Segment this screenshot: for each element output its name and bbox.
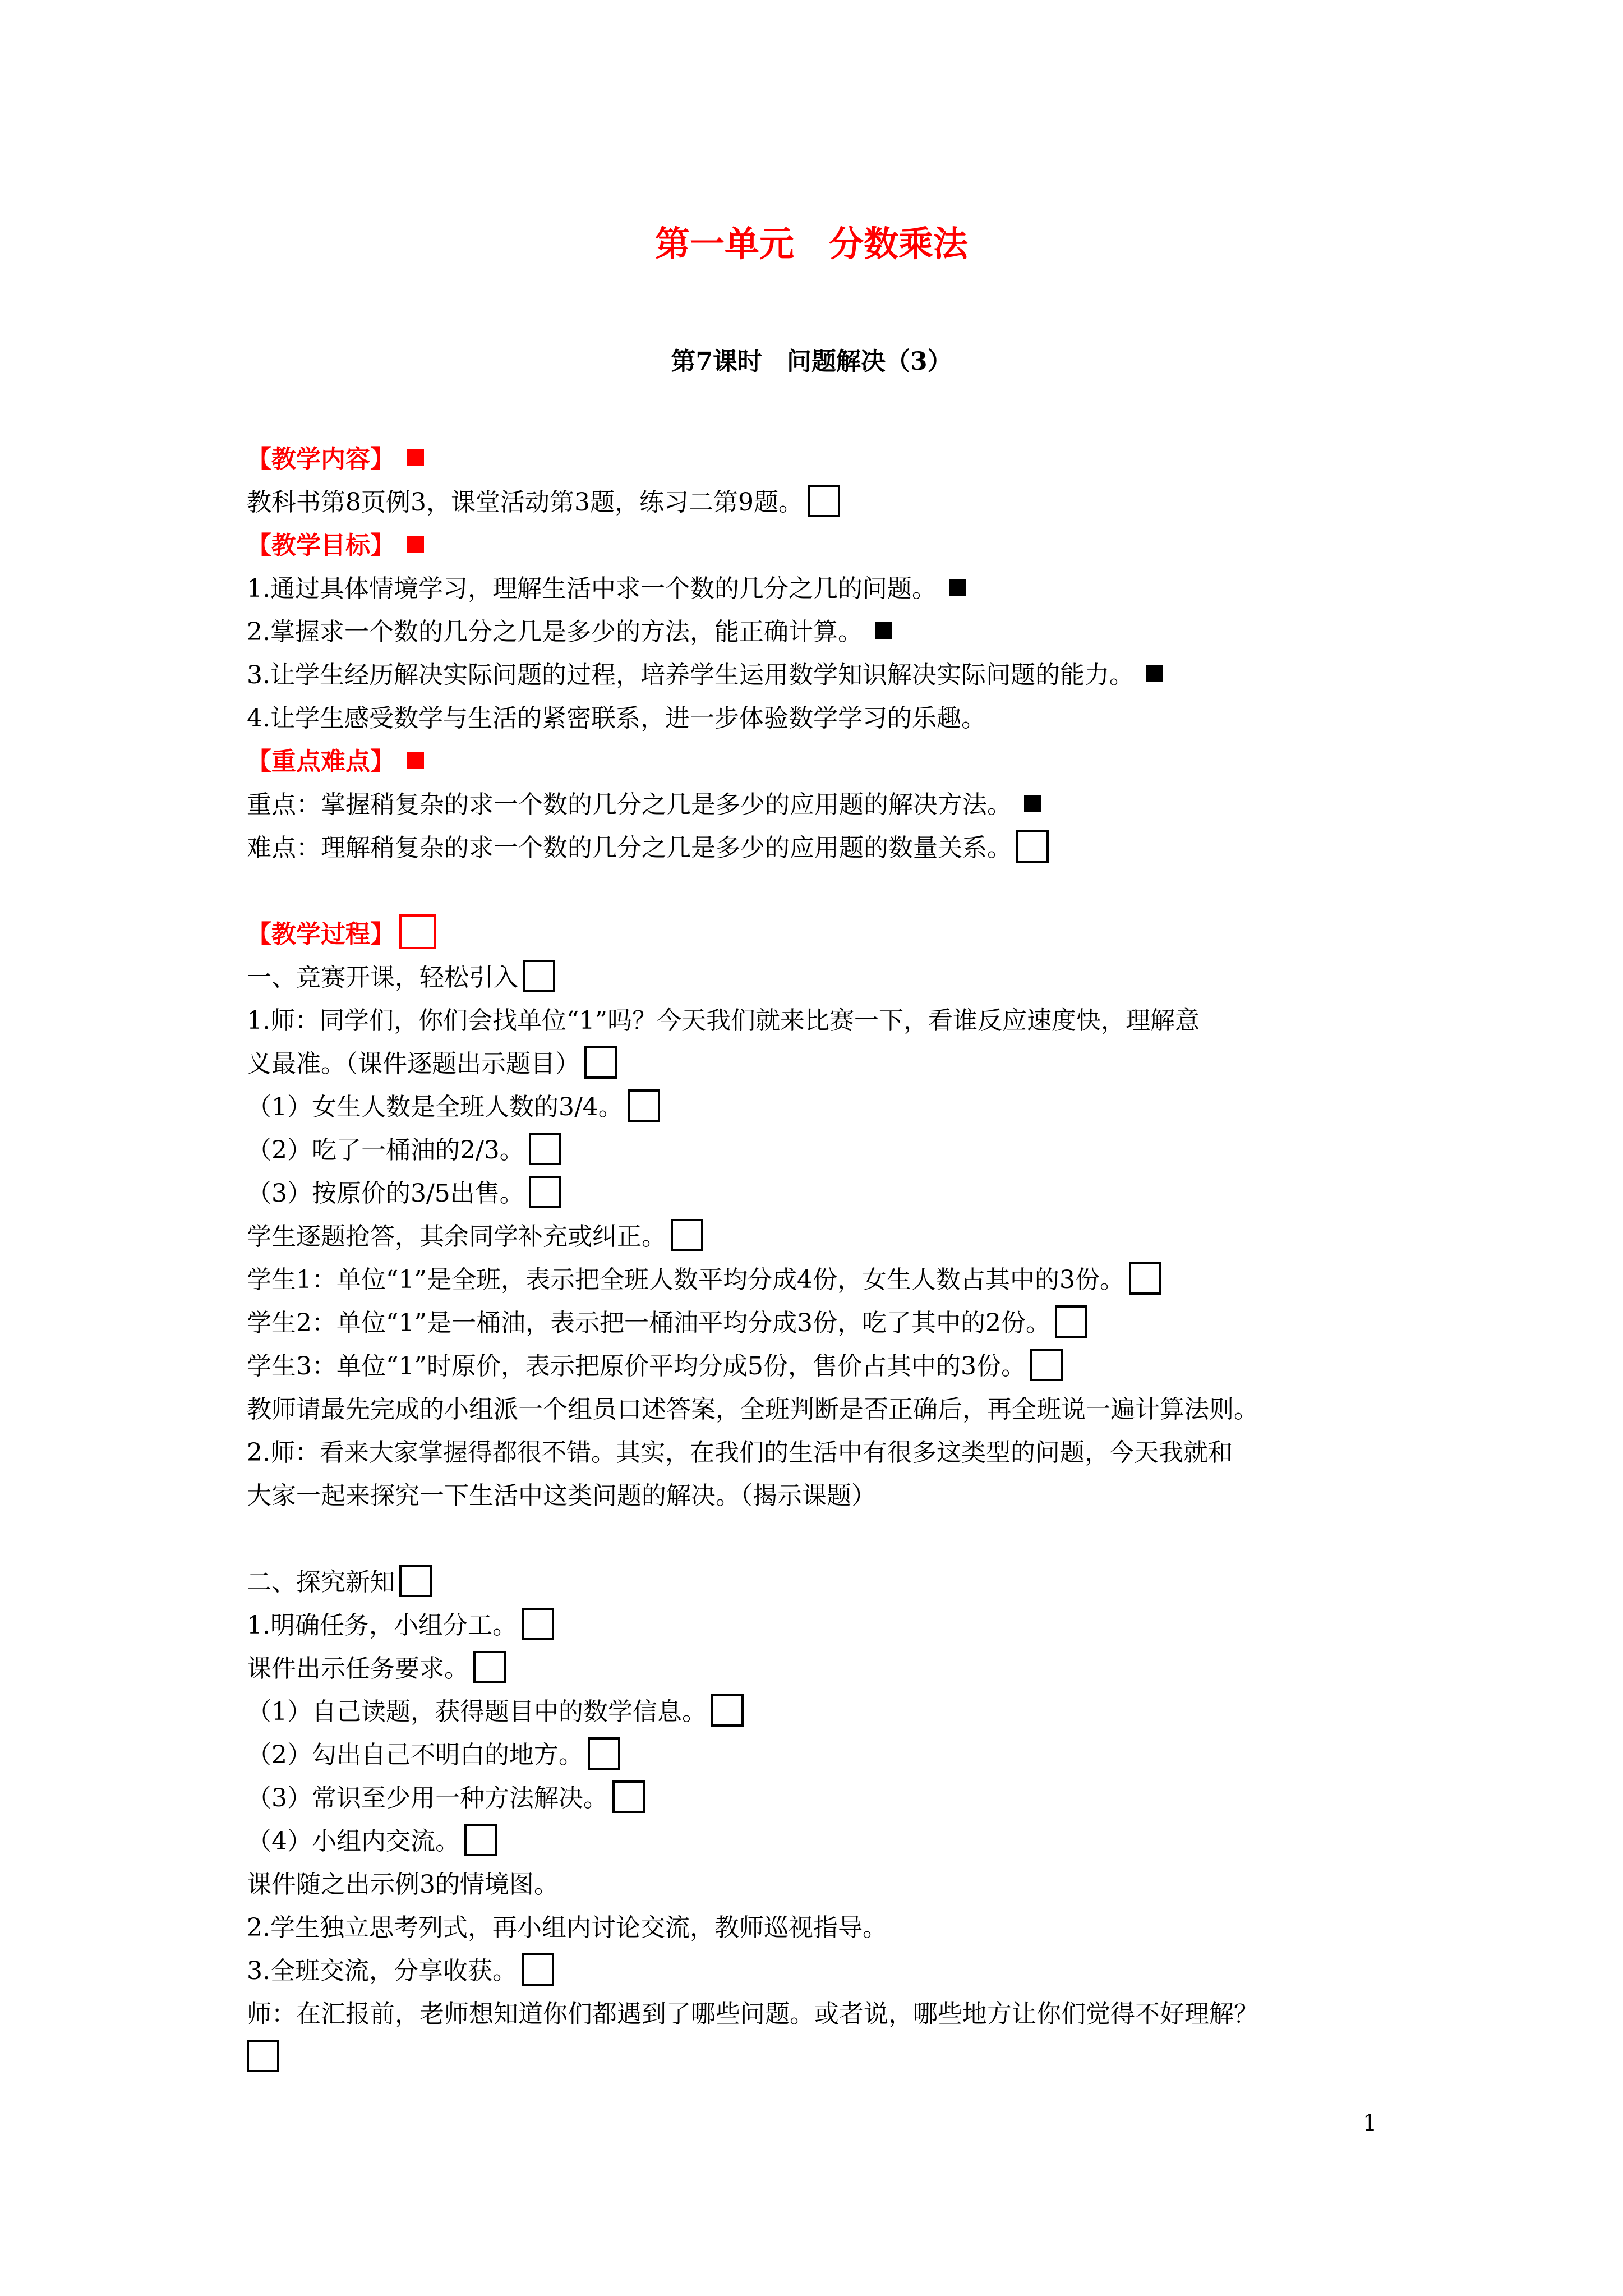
paragraph-line: 义最准。（课件逐题出示题目） <box>247 1050 580 1078</box>
checkbox-icon[interactable] <box>522 1953 554 1986</box>
page-number: 1 <box>1363 2110 1377 2136</box>
checkbox-icon[interactable] <box>529 1176 561 1208</box>
checkbox-icon[interactable] <box>711 1694 744 1727</box>
goal-item: 3.让学生经历解决实际问题的过程，培养学生运用数学知识解决实际问题的能力。 <box>247 661 1134 689</box>
student-answer: 学生1：单位“1”是全班，表示把全班人数平均分成4份，女生人数占其中的3份。 <box>247 1266 1124 1294</box>
checkbox-icon[interactable] <box>808 485 840 517</box>
checkbox-icon[interactable] <box>584 1046 617 1079</box>
checkbox-icon[interactable] <box>399 1565 432 1597</box>
checkbox-icon[interactable] <box>1055 1305 1087 1338</box>
paragraph-line: 课件随之出示例3的情境图。 <box>247 1870 559 1899</box>
checkbox-icon[interactable] <box>1030 1349 1063 1381</box>
paragraph-line: 课件出示任务要求。 <box>247 1654 469 1683</box>
checkbox-icon[interactable] <box>522 1608 554 1640</box>
paragraph-line: 大家一起来探究一下生活中这类问题的解决。（揭示课题） <box>247 1481 876 1510</box>
black-square-icon <box>1146 665 1163 682</box>
checkbox-icon[interactable] <box>671 1219 703 1251</box>
content-heading: 【教学内容】 <box>247 445 395 473</box>
checkbox-icon[interactable] <box>612 1780 645 1813</box>
task-item: （4）小组内交流。 <box>247 1827 460 1856</box>
checkbox-icon[interactable] <box>1016 830 1049 863</box>
checkbox-icon[interactable] <box>588 1737 620 1770</box>
key-point: 重点：掌握稍复杂的求一个数的几分之几是多少的应用题的解决方法。 <box>247 790 1012 819</box>
checkbox-icon[interactable] <box>529 1133 561 1165</box>
paragraph-line: 1.明确任务，小组分工。 <box>247 1611 517 1640</box>
paragraph-line: 2.师：看来大家掌握得都很不错。其实，在我们的生活中有很多这类型的问题，今天我就和 <box>247 1438 1233 1467</box>
paragraph-line: 师：在汇报前，老师想知道你们都遇到了哪些问题。或者说，哪些地方让你们觉得不好理解？ <box>247 2000 1258 2028</box>
part1-title: 一、竞赛开课，轻松引入 <box>247 963 518 992</box>
content-text: 教科书第8页例3，课堂活动第3题，练习二第9题。 <box>247 488 803 517</box>
red-square-icon <box>407 449 424 466</box>
process-heading: 【教学过程】 <box>247 920 395 949</box>
goal-item: 4.让学生感受数学与生活的紧密联系，进一步体验数学学习的乐趣。 <box>247 704 986 733</box>
part2-title: 二、探究新知 <box>247 1568 395 1596</box>
question-item: （1）女生人数是全班人数的3/4。 <box>247 1093 623 1121</box>
goals-heading: 【教学目标】 <box>247 531 395 560</box>
goal-item: 2.掌握求一个数的几分之几是多少的方法，能正确计算。 <box>247 618 863 646</box>
checkbox-icon[interactable] <box>1129 1262 1161 1295</box>
red-square-icon <box>407 536 424 553</box>
black-square-icon <box>1024 795 1041 812</box>
question-item: （3）按原价的3/5出售。 <box>247 1179 524 1208</box>
checkbox-icon[interactable] <box>523 960 555 992</box>
paragraph-line: 学生逐题抢答，其余同学补充或纠正。 <box>247 1222 666 1251</box>
paragraph-line: 教师请最先完成的小组派一个组员口述答案，全班判断是否正确后，再全班说一遍计算法则。 <box>247 1395 1258 1424</box>
task-item: （3）常识至少用一种方法解决。 <box>247 1784 608 1812</box>
task-item: （1）自己读题，获得题目中的数学信息。 <box>247 1697 707 1726</box>
checkbox-icon[interactable] <box>628 1089 660 1122</box>
checkbox-icon[interactable] <box>464 1824 497 1856</box>
red-square-icon <box>407 752 424 769</box>
black-square-icon <box>875 622 892 639</box>
difficult-point: 难点：理解稍复杂的求一个数的几分之几是多少的应用题的数量关系。 <box>247 834 1012 862</box>
document-body <box>247 438 1391 2079</box>
paragraph-line: 2.学生独立思考列式，再小组内讨论交流，教师巡视指导。 <box>247 1913 887 1942</box>
unit-title: 第一单元 分数乘法 <box>654 223 968 264</box>
paragraph-line: 3.全班交流，分享收获。 <box>247 1957 517 1985</box>
student-answer: 学生3：单位“1”时原价，表示把原价平均分成5份，售价占其中的3份。 <box>247 1352 1026 1381</box>
task-item: （2）勾出自己不明白的地方。 <box>247 1741 583 1769</box>
student-answer: 学生2：单位“1”是一桶油，表示把一桶油平均分成3份，吃了其中的2份。 <box>247 1309 1050 1337</box>
black-square-icon <box>949 579 966 596</box>
checkbox-icon[interactable] <box>473 1651 506 1683</box>
red-checkbox-icon[interactable] <box>399 914 436 949</box>
paragraph-line: 1.师：同学们，你们会找单位“1”吗？今天我们就来比赛一下，看谁反应速度快，理解意 <box>247 1006 1200 1035</box>
lesson-title: 第7课时 问题解决（3） <box>671 347 952 376</box>
question-item: （2）吃了一桶油的2/3。 <box>247 1136 524 1165</box>
key-heading: 【重点难点】 <box>247 747 395 776</box>
checkbox-icon[interactable] <box>247 2040 279 2072</box>
goal-item: 1.通过具体情境学习，理解生活中求一个数的几分之几的问题。 <box>247 574 937 603</box>
